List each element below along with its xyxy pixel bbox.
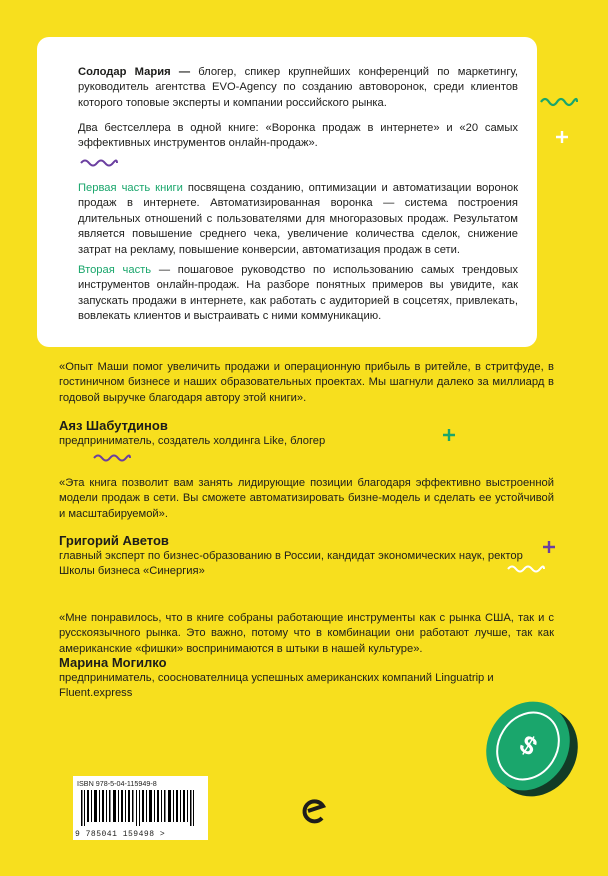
part-two-description: Вторая часть — пошаговое руководство по использованию самых трендовых инструментов онлайн-продаж. На разборе понятных примеров вы увидите, как запускать продажи в интернете, как работать с аудиторией в соцсетях, привлекать, вовлекать клиентов и выстраивать с ними коммуникацию. — [78, 264, 518, 323]
testimonial-quote-3: «Мне понравилось, что в книге собраны работающие инструменты как с рынка США, так и с русскоязычного рынка. Это важно, потому что в комбинации они работают лучше, так как американские «фишки» воспринимаются в штыки в нашей культуре». — [59, 612, 554, 655]
barcode — [73, 776, 208, 840]
svg-text:$: $ — [514, 728, 543, 762]
squiggle-icon — [80, 157, 118, 169]
testimonial-role-3: предприниматель, сооснователница успешных американских компаний Linguatrip и Fluent.express — [59, 672, 494, 700]
part-one-description: Первая часть книги посвящена созданию, оптимизации и автоматизации воронок продаж в интернете. Автоматизированная воронка — система построения длительных отношений с пользователями для многоразовых продаж. Результатом является повышение среднего чека, увеличение количества сделок, снижение затрат на рекламу, повышение конверсии, автоматизация продаж в сети. — [78, 182, 518, 256]
testimonial-name-3: Марина Могилко — [59, 655, 167, 670]
author-name: Солодар Мария — — [78, 66, 191, 78]
plus-icon — [555, 130, 569, 144]
squiggle-icon — [540, 95, 578, 109]
description-card — [37, 37, 537, 347]
author-intro: Солодар Мария — блогер, спикер крупнейших конференций по маркетингу, руководитель агентства EVO-Agency по созданию автоворонок, среди клиентов которого топовые эксперты и компании российского рынка. — [78, 66, 518, 109]
testimonial-role-1: предприниматель, создатель холдинга Like, блогер — [59, 435, 326, 447]
testimonial-name-2: Григорий Аветов — [59, 533, 169, 548]
coin-icon — [476, 694, 580, 804]
testimonial-quote-1: «Опыт Маши помог увеличить продажи и операционную прибыль в ритейле, в стритфуде, в гостиничном бизнесе и наших образовательных проектах. Мы шагнули далеко за миллиард в годовой выручке благодаря автору этой книги». — [59, 361, 554, 404]
isbn-number: ISBN 978-5-04-115949-8 — [77, 779, 157, 788]
part-one-label: Первая часть книги — [78, 182, 183, 194]
testimonial-quote-2: «Эта книга позволит вам занять лидирующие позиции благодаря эффективно выстроенной модели продаж в сети. Вы сможете автоматизировать бизне-модель и сделать ее устойчивой и масштабируемой». — [59, 477, 554, 520]
squiggle-icon — [93, 452, 131, 464]
publisher-logo-icon — [302, 796, 328, 826]
testimonial-name-1: Аяз Шабутдинов — [59, 418, 168, 433]
barcode-bars — [81, 790, 201, 826]
barcode-digits: 9 785041 159498 > — [75, 830, 166, 839]
part-two-label: Вторая часть — [78, 264, 152, 276]
testimonial-role-2: главный эксперт по бизнес-образованию в России, кандидат экономических наук, ректор Школы бизнеса «Синергия» — [59, 550, 523, 578]
bestsellers-note: Два бестселлера в одной книге: «Воронка продаж в интернете» и «20 самых эффективных инструментов онлайн-продаж». — [78, 122, 518, 150]
